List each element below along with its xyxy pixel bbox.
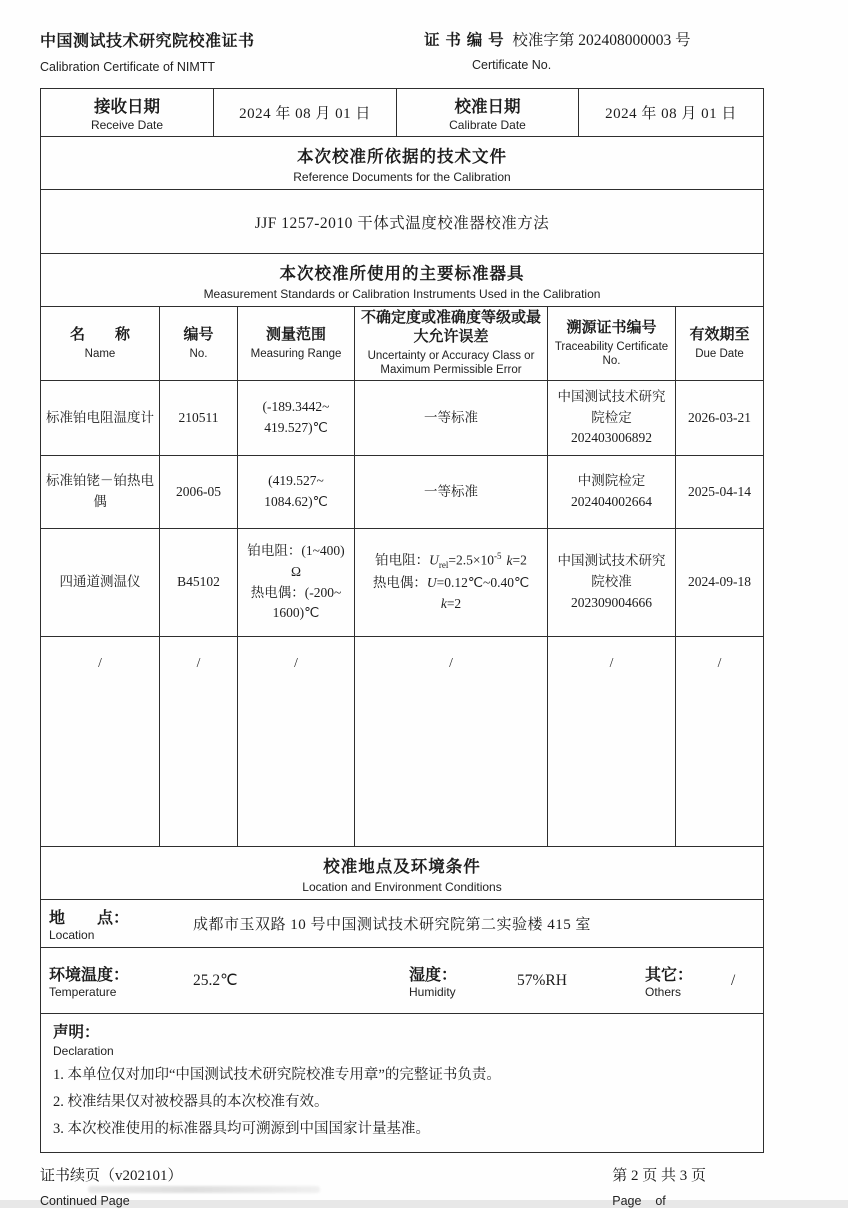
cell-due-date: / [675,637,763,690]
header-range-cn: 测量范围 [265,326,326,343]
calibrate-date-label-cn: 校准日期 [454,97,521,116]
header-cell-uncertainty [354,307,547,380]
trace-line: 202404002664 [571,494,652,509]
others-label-cn: 其它： [645,967,694,984]
trace-line: 中国测试技术研究 [557,388,666,404]
reference-document-text: JJF 1257-2010 干体式温度校准器校准方法 [41,189,763,253]
cell-name: 标准铂电阻温度计 [46,409,154,425]
header-due-cn: 有效期至 [689,326,750,343]
calibrate-date-value: 2024 年 08 月 01 日 [605,106,737,122]
cell-empty [354,690,547,846]
standards-table-row [41,455,763,528]
certificate-number-label-en: Certificate No. [472,58,552,72]
standards-table-row [41,528,763,636]
receive-date-value: 2024 年 08 月 01 日 [239,106,371,122]
range-line: (-189.3442~ [262,399,330,415]
humidity-label [401,962,477,999]
calibrate-date-label-cell [396,89,578,136]
range-line: 热电偶：(-200~ [250,584,342,600]
trace-line: 院检定 [591,409,632,425]
cell-uncertainty: 一等标准 [354,456,547,528]
header-cell-due-date [675,307,763,380]
header-cell-range [237,307,354,380]
cell-range: / [237,637,354,690]
footer-continued-en: Continued Page [40,1194,130,1208]
cell-name: / [98,655,102,671]
trace-line: 中测院检定 [577,473,646,489]
location-section-title [41,846,763,899]
cell-traceability [547,529,675,636]
reference-title-cn: 本次校准所依据的技术文件 [297,147,507,166]
header-cell-name [41,307,159,380]
standards-table-empty-row [41,690,763,846]
header-no-en: No. [189,347,208,360]
standards-table-row [41,636,763,690]
declaration-label-en: Declaration [53,1044,114,1058]
standards-title-en: Measurement Standards or Calibration Instruments Used in the Calibration [203,287,601,301]
certificate-number-label-cn: 证 书 编 号 [424,32,505,49]
location-row [41,899,763,947]
footer-continued-cn: 证书续页（v202101） [40,1168,183,1185]
footer-page-number-cn: 第 2 页 共 3 页 [612,1168,706,1185]
cell-empty [547,690,675,846]
trace-line: 202403006892 [571,430,652,446]
certificate-number-value: 校准字第 202408000003 号 [512,32,691,49]
cell-empty [675,690,763,846]
header-traceability-cn: 溯源证书编号 [566,319,657,336]
humidity-value: 57%RH [517,971,567,989]
cell-name: 标准铂铑－铂热电偶 [46,473,154,509]
cell-no: B45102 [159,529,237,636]
declaration-item: 1. 本单位仅对加印“中国测试技术研究院校准专用章”的完整证书负责。 [53,1067,501,1083]
cell-empty [159,690,237,846]
document-header [40,28,764,86]
header-uncertainty-en: Uncertainty or Accuracy Class or Maximum Permissible Error [367,349,535,377]
date-row [41,89,763,136]
range-line: 1084.62)℃ [264,494,328,509]
cell-traceability [547,456,675,528]
document-title-cn: 中国测试技术研究院校准证书 [40,33,255,50]
receive-date-label-cell [41,89,213,136]
declaration-label-cn: 声明： [53,1024,100,1041]
header-traceability-en: Traceability Certificate No. [554,340,669,367]
standards-title-cn: 本次校准所使用的主要标准器具 [279,264,525,283]
cell-uncertainty: / [354,637,547,690]
cell-name: 四通道测温仪 [59,574,141,590]
reference-section-title [41,136,763,189]
header-due-en: Due Date [695,347,744,360]
others-value: / [731,971,736,989]
declaration-item: 3. 本次校准使用的标准器具均可溯源到中国国家计量基准。 [53,1120,430,1137]
cell-uncertainty [354,529,547,636]
cell-traceability [547,381,675,455]
cell-uncertainty: 一等标准 [354,381,547,455]
calibrate-date-value-cell [578,89,763,136]
humidity-label-en: Humidity [409,985,456,999]
standards-table-row [41,380,763,455]
header-no-cn: 编号 [183,326,214,343]
receive-date-value-cell [213,89,396,136]
trace-line: 中国测试技术研究 [557,553,666,569]
range-line: 铂电阻：(1~400) [247,542,345,558]
environment-row [41,947,763,1013]
header-name-en: Name [84,347,116,360]
calibrate-date-label-en: Calibrate Date [449,118,526,132]
location-title-en: Location and Environment Conditions [302,880,502,894]
certificate-number-line [424,28,764,50]
header-uncertainty-cn: 不确定度或准确度等级或最大允许误差 [360,310,541,346]
certificate-body-table [40,88,764,1153]
standards-table-header [41,306,763,380]
location-value: 成都市玉双路 10 号中国测试技术研究院第二实验楼 415 室 [193,917,592,933]
header-cell-no [159,307,237,380]
uncertainty-line-1: 铂电阻：$U_{rel}=2.5\times 10^{-5}$ k=2 [375,551,527,571]
cell-range [237,456,354,528]
range-line: 1600)℃ [272,605,320,621]
others-label-en: Others [645,985,682,999]
receive-date-label-cn: 接收日期 [94,97,160,116]
scan-artifact [88,1186,320,1193]
trace-line: 院校准 [591,574,632,590]
cell-due-date: 2025-04-14 [675,456,763,528]
temperature-label-en: Temperature [49,985,117,999]
document-title-en: Calibration Certificate of NIMTT [40,60,216,74]
declaration-section [41,1013,763,1152]
temperature-label-cn: 环境温度： [49,967,130,984]
others-label [637,962,703,999]
location-label-en: Location [49,928,95,942]
cell-no: 210511 [159,381,237,455]
humidity-label-cn: 湿度： [409,967,458,984]
header-cell-traceability [547,307,675,380]
cell-due-date: 2024-09-18 [675,529,763,636]
cell-empty [41,690,159,846]
receive-date-label-en: Receive Date [90,118,164,132]
reference-title-en: Reference Documents for the Calibration [293,170,511,184]
cell-no: / [159,637,237,690]
declaration-item: 2. 校准结果仅对被校器具的本次校准有效。 [53,1093,329,1110]
trace-line: 202309004666 [571,594,652,610]
cell-range [237,381,354,455]
header-name-cn: 名 称 [69,326,130,343]
location-label [41,905,193,942]
location-label-cn: 地 点： [49,910,130,927]
header-range-en: Measuring Range [250,347,342,360]
range-line: 419.527)℃ [264,420,328,435]
temperature-value: 25.2℃ [193,972,238,989]
cell-range [237,529,354,636]
cell-traceability: / [547,637,675,690]
range-line: Ω [290,563,302,579]
footer-page-number-en: Page of [612,1194,666,1208]
cell-due-date: 2026-03-21 [675,381,763,455]
standards-section-title [41,253,763,306]
location-title-cn: 校准地点及环境条件 [323,857,481,876]
uncertainty-line-3: k=2 [440,596,462,612]
cell-empty [237,690,354,846]
range-line: (419.527~ [268,473,324,489]
temperature-label [41,962,151,999]
uncertainty-line-2: 热电偶：U=0.12℃~0.40℃ [372,575,530,591]
cell-no: 2006-05 [159,456,237,528]
